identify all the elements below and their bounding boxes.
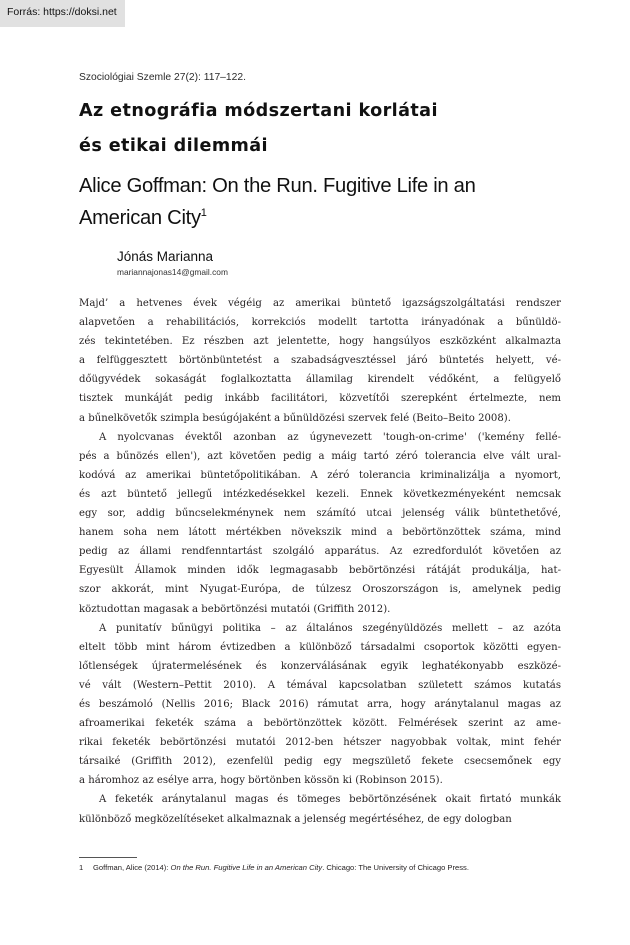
text-line: a felfüggesztett börtönbüntetést a szabadságvesztéssel járó büntetés helyett, vé- [79,355,561,367]
text-line: társaiké (Griffith 2012), ezenfelül pedig egy megszülető fekete csecsemőnek egy [79,756,561,768]
subtitle-text: Alice Goffman: On the Run. Fugitive Life in an American City [79,175,476,229]
text-line: köztudottan magasak a bebörtönzési mutatói (Griffith 2012). [79,603,391,615]
author-email: mariannajonas14@gmail.com [117,267,228,277]
text-line: dőügyvédek sokaságát foglalkoztatta államilag kirendelt védőként, a felügyelő [79,374,561,386]
body-paragraph [79,790,561,828]
text-line: különböző megközelítéseket alkalmaznak a jelenség megértéséhez, de egy dologban [79,813,512,825]
text-line: és beszámoló (Nellis 2016; Black 2016) rámutat arra, hogy aránytalanul magas az [79,698,561,710]
text-line: a háromhoz az esélye arra, hogy börtönben kössön ki (Robinson 2015). [79,775,443,787]
text-line: és azt büntető jellegű intézkedésekkel kezeli. Ennek következményeként nemcsak [79,488,561,500]
footnote-mark: 1 [200,207,207,219]
book-subtitle [79,173,557,232]
text-line: szor akkorát, mint Nyugat-Európa, de túlzesz Oroszországon is, amelynek pedig [79,584,561,596]
body-paragraph [79,428,561,619]
text-line: vé vált (Western–Pettit 2010). A témával kapcsolatban született számos kutatás [79,679,561,691]
text-line: A punitatív bűnügyi politika – az általános szegényüldözés mellett – az azóta [99,622,561,634]
text-line: afroamerikai feketék száma a bebörtönzöttek között. Felmérések szerint az ame- [79,718,561,730]
text-line: eltelt több mint három évtizedben a különböző társadalmi csoportok közötti egyen- [79,641,561,653]
journal-citation: Szociológiai Szemle 27(2): 117–122. [79,72,246,83]
article-body [79,294,561,829]
footnote-suffix: . Chicago: The University of Chicago Press. [322,863,469,872]
text-line: tisztek munkáját pedig inkább facilitátori, közvetítői szerepként értelmezte, nem [79,393,561,405]
body-paragraph [79,619,561,791]
text-line: alapvetően a rehabilitációs, korrekciós modellt tartotta irányadónak a bűnüldö- [79,317,561,329]
author-name: Jónás Marianna [117,249,214,264]
text-line: Majd’ a hetvenes évek végéig az amerikai büntető igazságszolgáltatási rendszer [79,298,561,309]
title-line-1: Az etnográfia módszertani korlátai [79,101,438,121]
text-line: hanem soha nem látott mértékben növekszik mind a bebörtönzöttek száma, mind [79,527,561,539]
text-line: a bűnelkövetők szimpla besúgójaként a bűnüldözési szervek felé (Beito–Beito 2008). [79,412,511,424]
text-line: A feketék aránytalanul magas és tömeges bebörtönzésének okait firtató munkák [99,794,561,806]
text-line: A nyolcvanas évektől azonban az úgynevezett 'tough-on-crime' ('kemény fellé- [99,431,561,443]
footnote-book-title: On the Run. Fugitive Life in an American City [170,863,323,872]
footnote-rule [79,857,137,858]
text-line: Egyesült Államok minden idők legmagasabb bebörtönzési rátáját produkálja, hat- [79,565,561,577]
text-line: lőtlenségek újratermelésének és konzerválásának egyik leghatékonyabb eszközé- [79,660,561,672]
text-line: egy sor, addig bűncselekménynek nem számító utcai jelenség válik büntethetővé, [79,508,561,520]
text-line: kodóvá az amerikai büntetőpolitikában. A zéró tolerancia kriminalizálja a nyomort, [79,469,561,481]
body-paragraph [79,294,561,428]
title-line-2: és etikai dilemmái [79,136,268,156]
source-badge: Forrás: https://doksi.net [0,0,125,27]
text-line: pedig az állami rendfenntartást szolgáló apparátus. Az ezredfordulót követően az [79,546,561,558]
text-line: pés a bűnözés ellen'), azt követően pedig a máig tartó zéró tolerancia elve vált ural- [79,450,561,462]
footnote-number: 1 [79,863,84,872]
text-line: zés tekintetében. Ez részben azt jelentette, hogy hangsúlyos eszközként alkalmazta [79,336,561,348]
footnote-prefix: Goffman, Alice (2014): [93,863,171,872]
footnote [79,863,561,872]
text-line: rikai feketék bebörtönzési mutatói 2012-ben hétszer nagyobbak voltak, mint fehér [79,737,561,749]
